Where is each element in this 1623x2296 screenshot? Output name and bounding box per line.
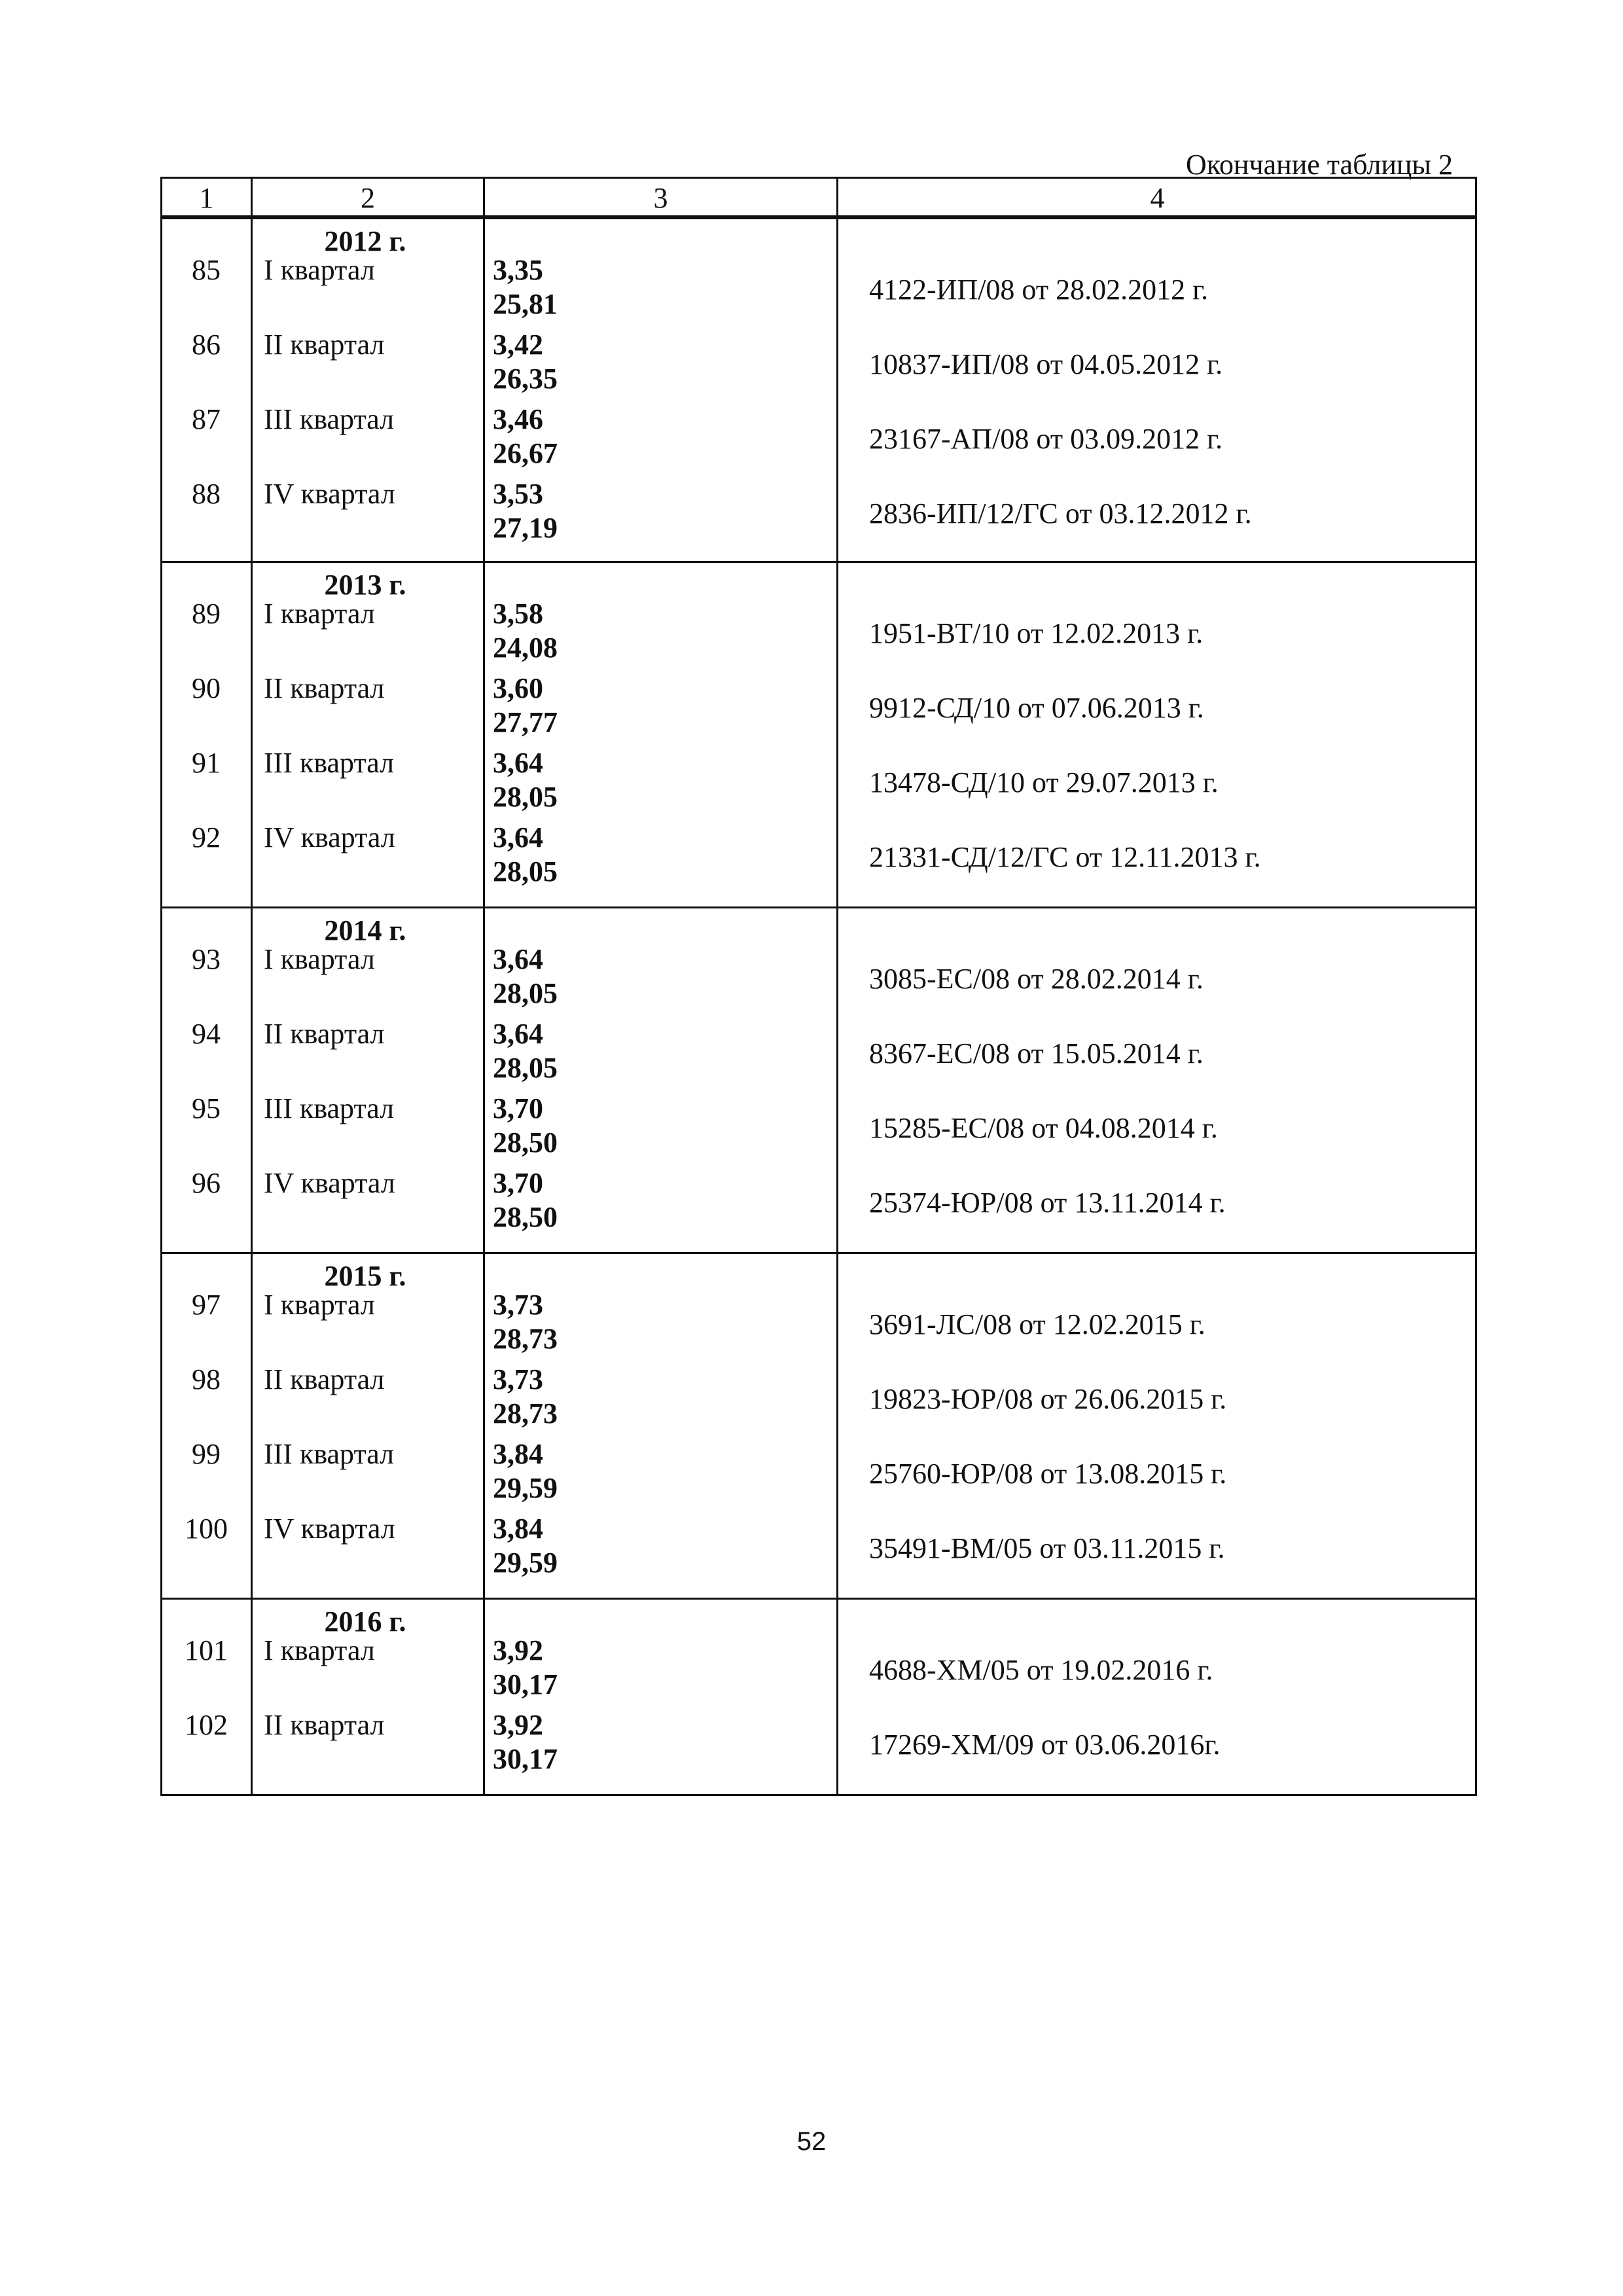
column-divider (836, 219, 838, 561)
value-secondary: 28,50 (493, 1126, 558, 1158)
value-primary: 3,92 (493, 1634, 543, 1666)
value-primary: 3,84 (493, 1513, 543, 1545)
column-divider (483, 1600, 485, 1794)
column-divider (483, 908, 485, 1252)
row-number: 87 (192, 403, 221, 435)
document-reference: 23167-АП/08 от 03.09.2012 г. (869, 423, 1223, 455)
quarter-label: I квартал (264, 254, 375, 286)
column-divider (251, 219, 253, 561)
row-number: 102 (185, 1709, 228, 1741)
value-primary: 3,84 (493, 1438, 543, 1470)
row-number: 101 (185, 1634, 228, 1666)
column-divider (483, 219, 485, 561)
row-number: 94 (192, 1018, 221, 1050)
document-reference: 19823-ЮР/08 от 26.06.2015 г. (869, 1383, 1227, 1415)
value-secondary: 28,05 (493, 781, 558, 813)
value-primary: 3,73 (493, 1363, 543, 1395)
row-number: 98 (192, 1363, 221, 1395)
year-label: 2015 г. (324, 1260, 406, 1292)
year-label: 2016 г. (324, 1605, 406, 1638)
column-divider (251, 1254, 253, 1598)
row-number: 97 (192, 1289, 221, 1321)
value-secondary: 30,17 (493, 1743, 558, 1775)
row-number: 96 (192, 1167, 221, 1199)
quarter-label: II квартал (264, 1363, 385, 1395)
value-secondary: 27,19 (493, 512, 558, 544)
quarter-label: III квартал (264, 403, 395, 435)
value-primary: 3,73 (493, 1289, 543, 1321)
column-divider (836, 1254, 838, 1598)
page-number: 52 (796, 2127, 827, 2156)
header-col-1: 1 (199, 182, 214, 214)
value-secondary: 25,81 (493, 288, 558, 320)
value-primary: 3,64 (493, 1018, 543, 1050)
value-secondary: 28,05 (493, 1052, 558, 1084)
quarter-label: I квартал (264, 1634, 375, 1666)
value-primary: 3,64 (493, 821, 543, 853)
row-number: 85 (192, 254, 221, 286)
row-number: 89 (192, 598, 221, 630)
value-secondary: 30,17 (493, 1668, 558, 1700)
table-caption: Окончание таблицы 2 (1186, 149, 1453, 181)
column-divider (251, 1600, 253, 1794)
header-col-4: 4 (1150, 182, 1165, 214)
value-secondary: 27,77 (493, 706, 558, 738)
year-label: 2014 г. (324, 914, 406, 946)
year-block (160, 1600, 1477, 1796)
value-primary: 3,64 (493, 943, 543, 975)
quarter-label: II квартал (264, 672, 385, 704)
document-reference: 25760-ЮР/08 от 13.08.2015 г. (869, 1458, 1227, 1490)
row-number: 86 (192, 329, 221, 361)
value-secondary: 28,05 (493, 977, 558, 1009)
value-secondary: 26,35 (493, 363, 558, 395)
row-number: 88 (192, 478, 221, 510)
document-reference: 3085-ЕС/08 от 28.02.2014 г. (869, 963, 1204, 995)
row-number: 99 (192, 1438, 221, 1470)
value-secondary: 24,08 (493, 632, 558, 664)
document-reference: 10837-ИП/08 от 04.05.2012 г. (869, 348, 1223, 380)
value-primary: 3,53 (493, 478, 543, 510)
year-block (160, 908, 1477, 1254)
document-reference: 25374-ЮР/08 от 13.11.2014 г. (869, 1187, 1226, 1219)
value-secondary: 28,73 (493, 1323, 558, 1355)
row-number: 100 (185, 1513, 228, 1545)
column-divider (836, 908, 838, 1252)
value-primary: 3,92 (493, 1709, 543, 1741)
quarter-label: IV квартал (264, 478, 395, 510)
value-primary: 3,46 (493, 403, 543, 435)
value-secondary: 28,73 (493, 1397, 558, 1429)
document-reference: 21331-СД/12/ГС от 12.11.2013 г. (869, 841, 1261, 873)
column-divider (251, 563, 253, 906)
value-primary: 3,42 (493, 329, 543, 361)
header-col-3: 3 (653, 182, 668, 214)
column-divider (483, 563, 485, 906)
document-reference: 1951-ВТ/10 от 12.02.2013 г. (869, 617, 1204, 649)
quarter-label: IV квартал (264, 1167, 395, 1199)
year-label: 2013 г. (324, 569, 406, 601)
document-reference: 15285-ЕС/08 от 04.08.2014 г. (869, 1112, 1218, 1144)
year-block (160, 563, 1477, 908)
quarter-label: II квартал (264, 1018, 385, 1050)
value-primary: 3,70 (493, 1092, 543, 1124)
quarter-label: III квартал (264, 1438, 395, 1470)
document-reference: 3691-ЛС/08 от 12.02.2015 г. (869, 1308, 1205, 1340)
document-reference: 35491-ВМ/05 от 03.11.2015 г. (869, 1532, 1225, 1564)
year-block (160, 217, 1477, 563)
value-secondary: 28,05 (493, 855, 558, 888)
column-divider (251, 908, 253, 1252)
document-reference: 17269-ХМ/09 от 03.06.2016г. (869, 1729, 1221, 1761)
value-secondary: 26,67 (493, 437, 558, 469)
quarter-label: I квартал (264, 598, 375, 630)
document-reference: 4122-ИП/08 от 28.02.2012 г. (869, 274, 1209, 306)
quarter-label: II квартал (264, 329, 385, 361)
table-header-row (160, 177, 1477, 217)
value-primary: 3,60 (493, 672, 543, 704)
row-number: 92 (192, 821, 221, 853)
year-block (160, 1254, 1477, 1600)
document-reference: 9912-СД/10 от 07.06.2013 г. (869, 692, 1204, 724)
quarter-label: IV квартал (264, 1513, 395, 1545)
row-number: 93 (192, 943, 221, 975)
quarter-label: II квартал (264, 1709, 385, 1741)
quarter-label: IV квартал (264, 821, 395, 853)
value-primary: 3,58 (493, 598, 543, 630)
document-reference: 8367-ЕС/08 от 15.05.2014 г. (869, 1037, 1204, 1069)
column-divider (483, 1254, 485, 1598)
quarter-label: I квартал (264, 943, 375, 975)
value-secondary: 28,50 (493, 1201, 558, 1233)
row-number: 91 (192, 747, 221, 779)
value-primary: 3,35 (493, 254, 543, 286)
header-col-2: 2 (361, 182, 375, 214)
column-divider (836, 563, 838, 906)
value-primary: 3,70 (493, 1167, 543, 1199)
row-number: 90 (192, 672, 221, 704)
quarter-label: I квартал (264, 1289, 375, 1321)
value-primary: 3,64 (493, 747, 543, 779)
year-label: 2012 г. (324, 225, 406, 257)
data-table (160, 177, 1477, 1796)
table-body (160, 217, 1477, 1796)
value-secondary: 29,59 (493, 1547, 558, 1579)
row-number: 95 (192, 1092, 221, 1124)
document-reference: 4688-ХМ/05 от 19.02.2016 г. (869, 1654, 1213, 1686)
document-reference: 2836-ИП/12/ГС от 03.12.2012 г. (869, 497, 1252, 529)
quarter-label: III квартал (264, 1092, 395, 1124)
quarter-label: III квартал (264, 747, 395, 779)
column-divider (836, 1600, 838, 1794)
value-secondary: 29,59 (493, 1472, 558, 1504)
document-reference: 13478-СД/10 от 29.07.2013 г. (869, 766, 1219, 798)
